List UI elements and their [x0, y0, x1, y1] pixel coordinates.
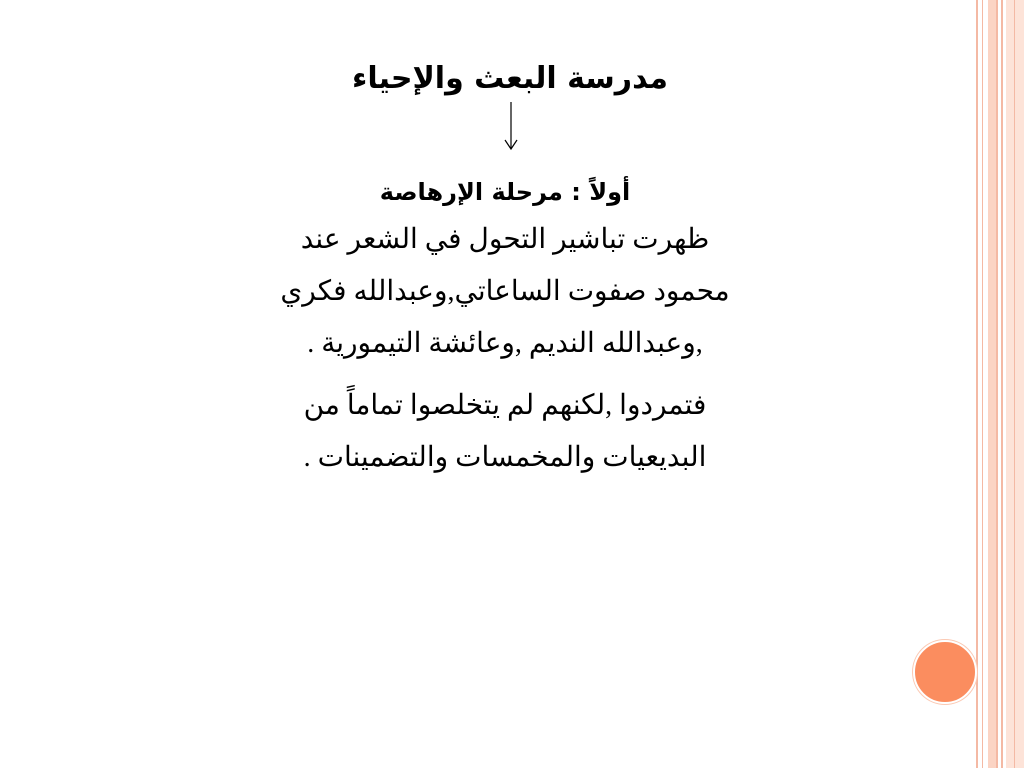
slide-body [200, 170, 810, 484]
paragraph-line: فتمردوا ,لكنهم لم يتخلصوا تماماً من [303, 390, 707, 421]
paragraph-line: البديعيات والمخمسات والتضمينات . [303, 442, 707, 473]
decorative-circle [913, 640, 977, 704]
decorative-stripe [976, 0, 978, 768]
decorative-stripe [1001, 0, 1003, 768]
decorative-stripe [988, 0, 996, 768]
decorative-stripe [982, 0, 983, 768]
paragraph-line: محمود صفوت الساعاتي,وعبدالله فكري [280, 276, 730, 307]
subtitle: أولاً : مرحلة الإرهاصة [379, 178, 631, 206]
paragraph-2 [200, 380, 810, 484]
decorative-stripe [1014, 0, 1015, 768]
paragraph-1 [200, 214, 810, 370]
decorative-stripe [1006, 0, 1024, 768]
paragraph-line: ظهرت تباشير التحول في الشعر عند [300, 224, 710, 255]
decorative-stripe [996, 0, 998, 768]
slide-title: مدرسة البعث والإحياء [352, 61, 668, 96]
down-arrow-icon [502, 102, 520, 152]
paragraph-line: ,وعبدالله النديم ,وعائشة التيمورية . [307, 328, 703, 359]
